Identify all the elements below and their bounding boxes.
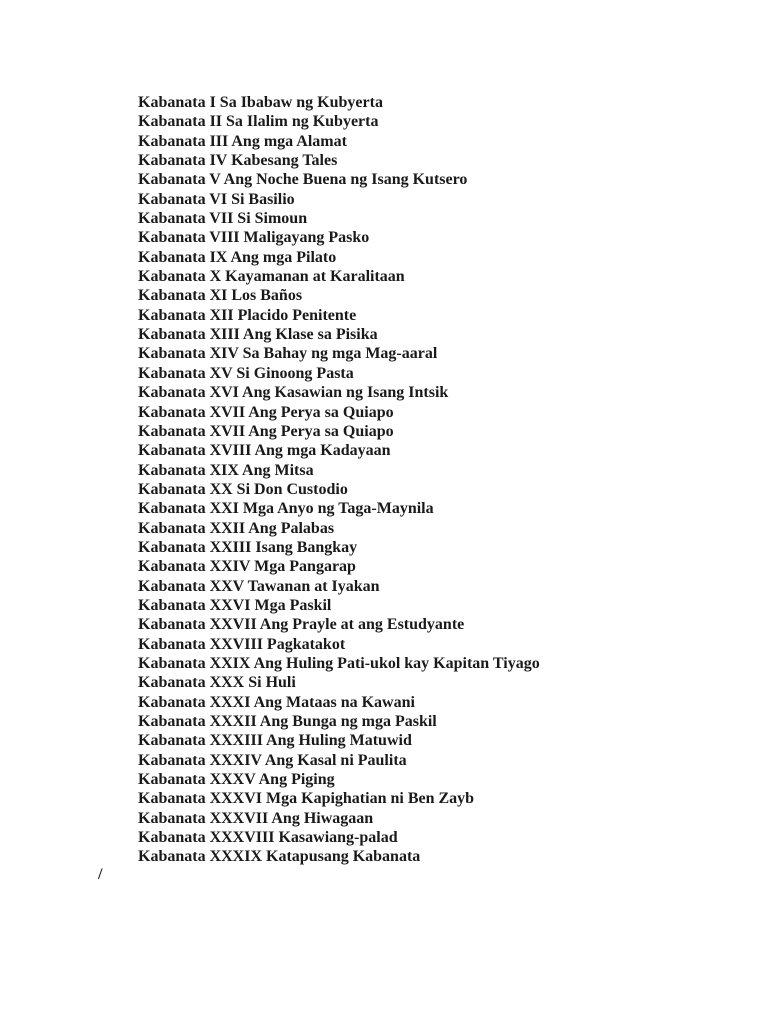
chapter-item: Kabanata XXXI Ang Mataas na Kawani — [138, 693, 415, 711]
chapter-item: Kabanata XV Si Ginoong Pasta — [138, 364, 354, 382]
chapter-item: Kabanata XXXIV Ang Kasal ni Paulita — [138, 751, 407, 769]
chapter-item: Kabanata II Sa Ilalim ng Kubyerta — [138, 113, 379, 131]
chapter-item: Kabanata XXXV Ang Piging — [138, 771, 335, 789]
chapter-item: Kabanata IV Kabesang Tales — [138, 152, 338, 170]
chapter-item: Kabanata XVIII Ang mga Kadayaan — [138, 442, 391, 460]
chapter-item: Kabanata XXXVI Mga Kapighatian ni Ben Zayb — [138, 790, 475, 808]
chapter-item: Kabanata XXII Ang Palabas — [138, 519, 335, 537]
chapter-item: Kabanata X Kayamanan at Karalitaan — [138, 268, 405, 286]
chapter-item: Kabanata VI Si Basilio — [138, 190, 295, 208]
chapter-item: Kabanata VIII Maligayang Pasko — [138, 229, 370, 247]
chapter-item: Kabanata XXXII Ang Bunga ng mga Paskil — [138, 713, 437, 730]
chapter-item: Kabanata V Ang Noche Buena ng Isang Kutsero — [138, 171, 468, 189]
chapter-item: Kabanata XVII Ang Perya sa Quiapo — [138, 403, 394, 421]
chapter-item: Kabanata XXVII Ang Prayle at ang Estudyante — [138, 616, 465, 634]
chapter-item: Kabanata XXV Tawanan at Iyakan — [138, 577, 380, 595]
chapter-item: Kabanata XX Si Don Custodio — [138, 480, 348, 498]
chapter-item: Kabanata IX Ang mga Pilato — [138, 248, 337, 266]
chapter-item: Kabanata XXXIX Katapusang Kabanata — [138, 848, 421, 866]
chapter-item: Kabanata XXVIII Pagkatakot — [138, 635, 346, 653]
chapter-item: Kabanata III Ang mga Alamat — [138, 132, 347, 150]
chapter-item: Kabanata XVII Ang Perya sa Quiapo — [138, 422, 394, 440]
chapter-item: Kabanata I Sa Ibabaw ng Kubyerta — [138, 94, 383, 111]
chapter-item: Kabanata XXI Mga Anyo ng Taga-Maynila — [138, 500, 434, 518]
chapter-list — [138, 93, 540, 867]
chapter-item: Kabanata XXXVII Ang Hiwagaan — [138, 809, 374, 827]
chapter-item: Kabanata XXVI Mga Paskil — [138, 596, 332, 614]
chapter-item: Kabanata VII Si Simoun — [138, 210, 308, 228]
trailing-slash: / — [98, 866, 103, 883]
chapter-item: Kabanata XXIX Ang Huling Pati-ukol kay Kapitan Tiyago — [138, 654, 540, 672]
chapter-item: Kabanata XXXIII Ang Huling Matuwid — [138, 732, 412, 750]
chapter-item: Kabanata XIX Ang Mitsa — [138, 461, 314, 479]
chapter-item: Kabanata XVI Ang Kasawian ng Isang Intsik — [138, 384, 449, 402]
chapter-item: Kabanata XII Placido Penitente — [138, 306, 357, 324]
chapter-item: Kabanata XXIV Mga Pangarap — [138, 558, 356, 576]
chapter-item: Kabanata XXIII Isang Bangkay — [138, 538, 358, 556]
chapter-item: Kabanata XIII Ang Klase sa Pisika — [138, 326, 378, 344]
chapter-item: Kabanata XIV Sa Bahay ng mga Mag-aaral — [138, 345, 438, 363]
chapter-item: Kabanata XXX Si Huli — [138, 674, 296, 692]
chapter-item: Kabanata XI Los Baños — [138, 287, 303, 305]
chapter-item: Kabanata XXXVIII Kasawiang-palad — [138, 829, 398, 847]
